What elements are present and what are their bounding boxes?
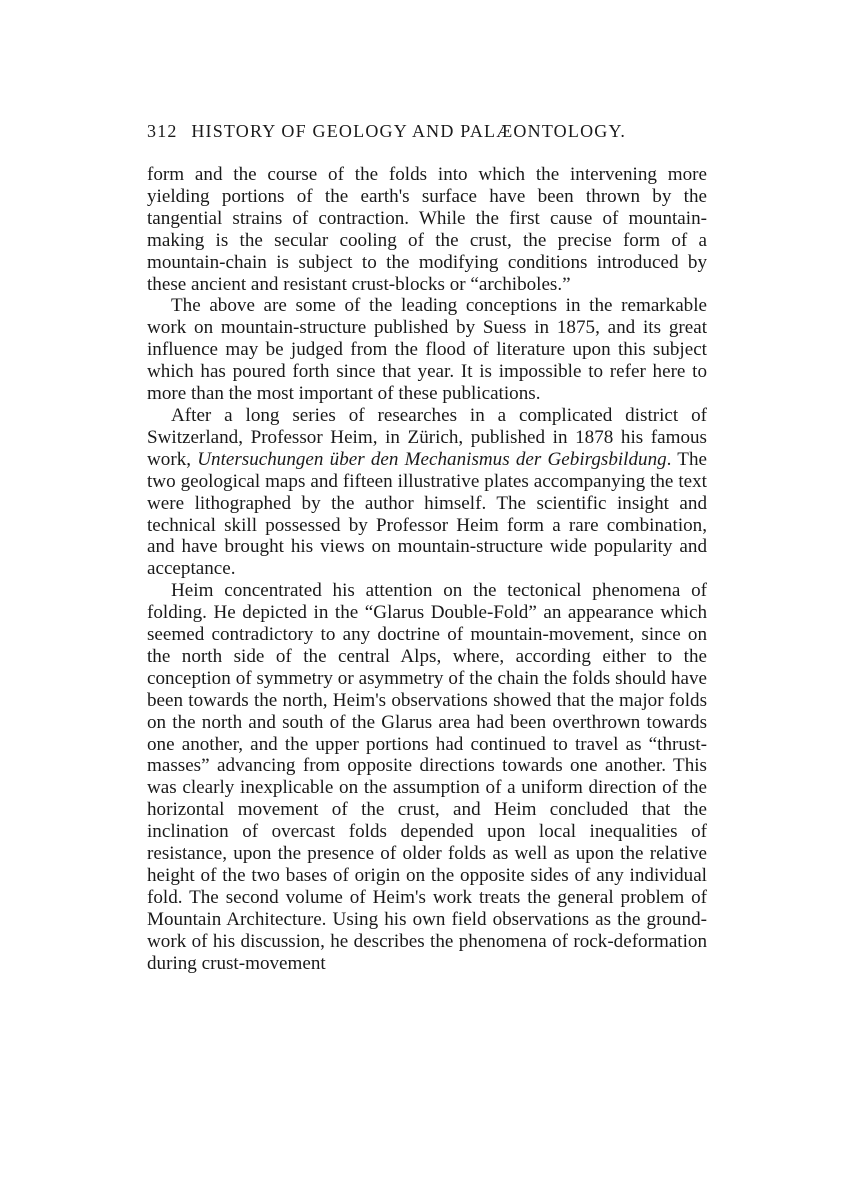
paragraph-text: After a long series of researches in a complicated district of Switzerland, Professor Heim, in Zürich, published in 1878 his famous work, (147, 404, 707, 470)
paragraph-text: . The two geological maps and fifteen illustrative plates accompanying the text were lithographed by the author himself. The scientific insight and technical skill possessed by Professor Heim form a rare combination, and have brought his views on mountain-structure wide popularity and acceptance. (147, 448, 707, 580)
book-title: Untersuchungen über den Mechanismus der Gebirgsbildung (197, 448, 667, 470)
page-number: 312 (147, 121, 178, 141)
body-text (147, 164, 707, 975)
running-title: HISTORY OF GEOLOGY AND PALÆONTOLOGY. (191, 121, 627, 141)
paragraph-suess: The above are some of the leading conceptions in the remarkable work on mountain-structure published by Suess in 1875, and its great influence may be judged from the flood of literature upon this subject which has poured forth since that year. It is impossible to refer here to more than the most important of these publications. (147, 295, 707, 405)
paragraph-heim-folding: Heim concentrated his attention on the tectonical phenomena of folding. He depicted in the “Glarus Double-Fold” an appearance which seemed contradictory to any doctrine of mountain-movement, since on the north side of the central Alps, where, according either to the conception of symmetry or asymmetry of the chain the folds should have been towards the north, Heim's observations showed that the major folds on the north and south of the Glarus area had been overthrown towards one another, and the upper portions had continued to travel as “thrust-masses” advancing from opposite directions towards one another. This was clearly inexplicable on the assumption of a uniform direction of the horizontal movement of the crust, and Heim concluded that the inclination of overcast folds depended upon local inequalities of resistance, upon the presence of older folds as well as upon the relative height of the two bases of origin on the opposite sides of any individual fold. The second volume of Heim's work treats the general problem of Mountain Architecture. Using his own field observations as the ground-work of his discussion, he describes the phenomena of rock-deformation during crust-movement (147, 580, 707, 974)
paragraph-continuation: form and the course of the folds into which the intervening more yielding portions of the earth's surface have been thrown by the tangential strains of contraction. While the first cause of mountain-making is the secular cooling of the crust, the precise form of a mountain-chain is subject to the modifying conditions introduced by these ancient and resistant crust-blocks or “archiboles.” (147, 164, 707, 295)
running-header (147, 120, 707, 142)
paragraph-heim-work (147, 405, 707, 580)
